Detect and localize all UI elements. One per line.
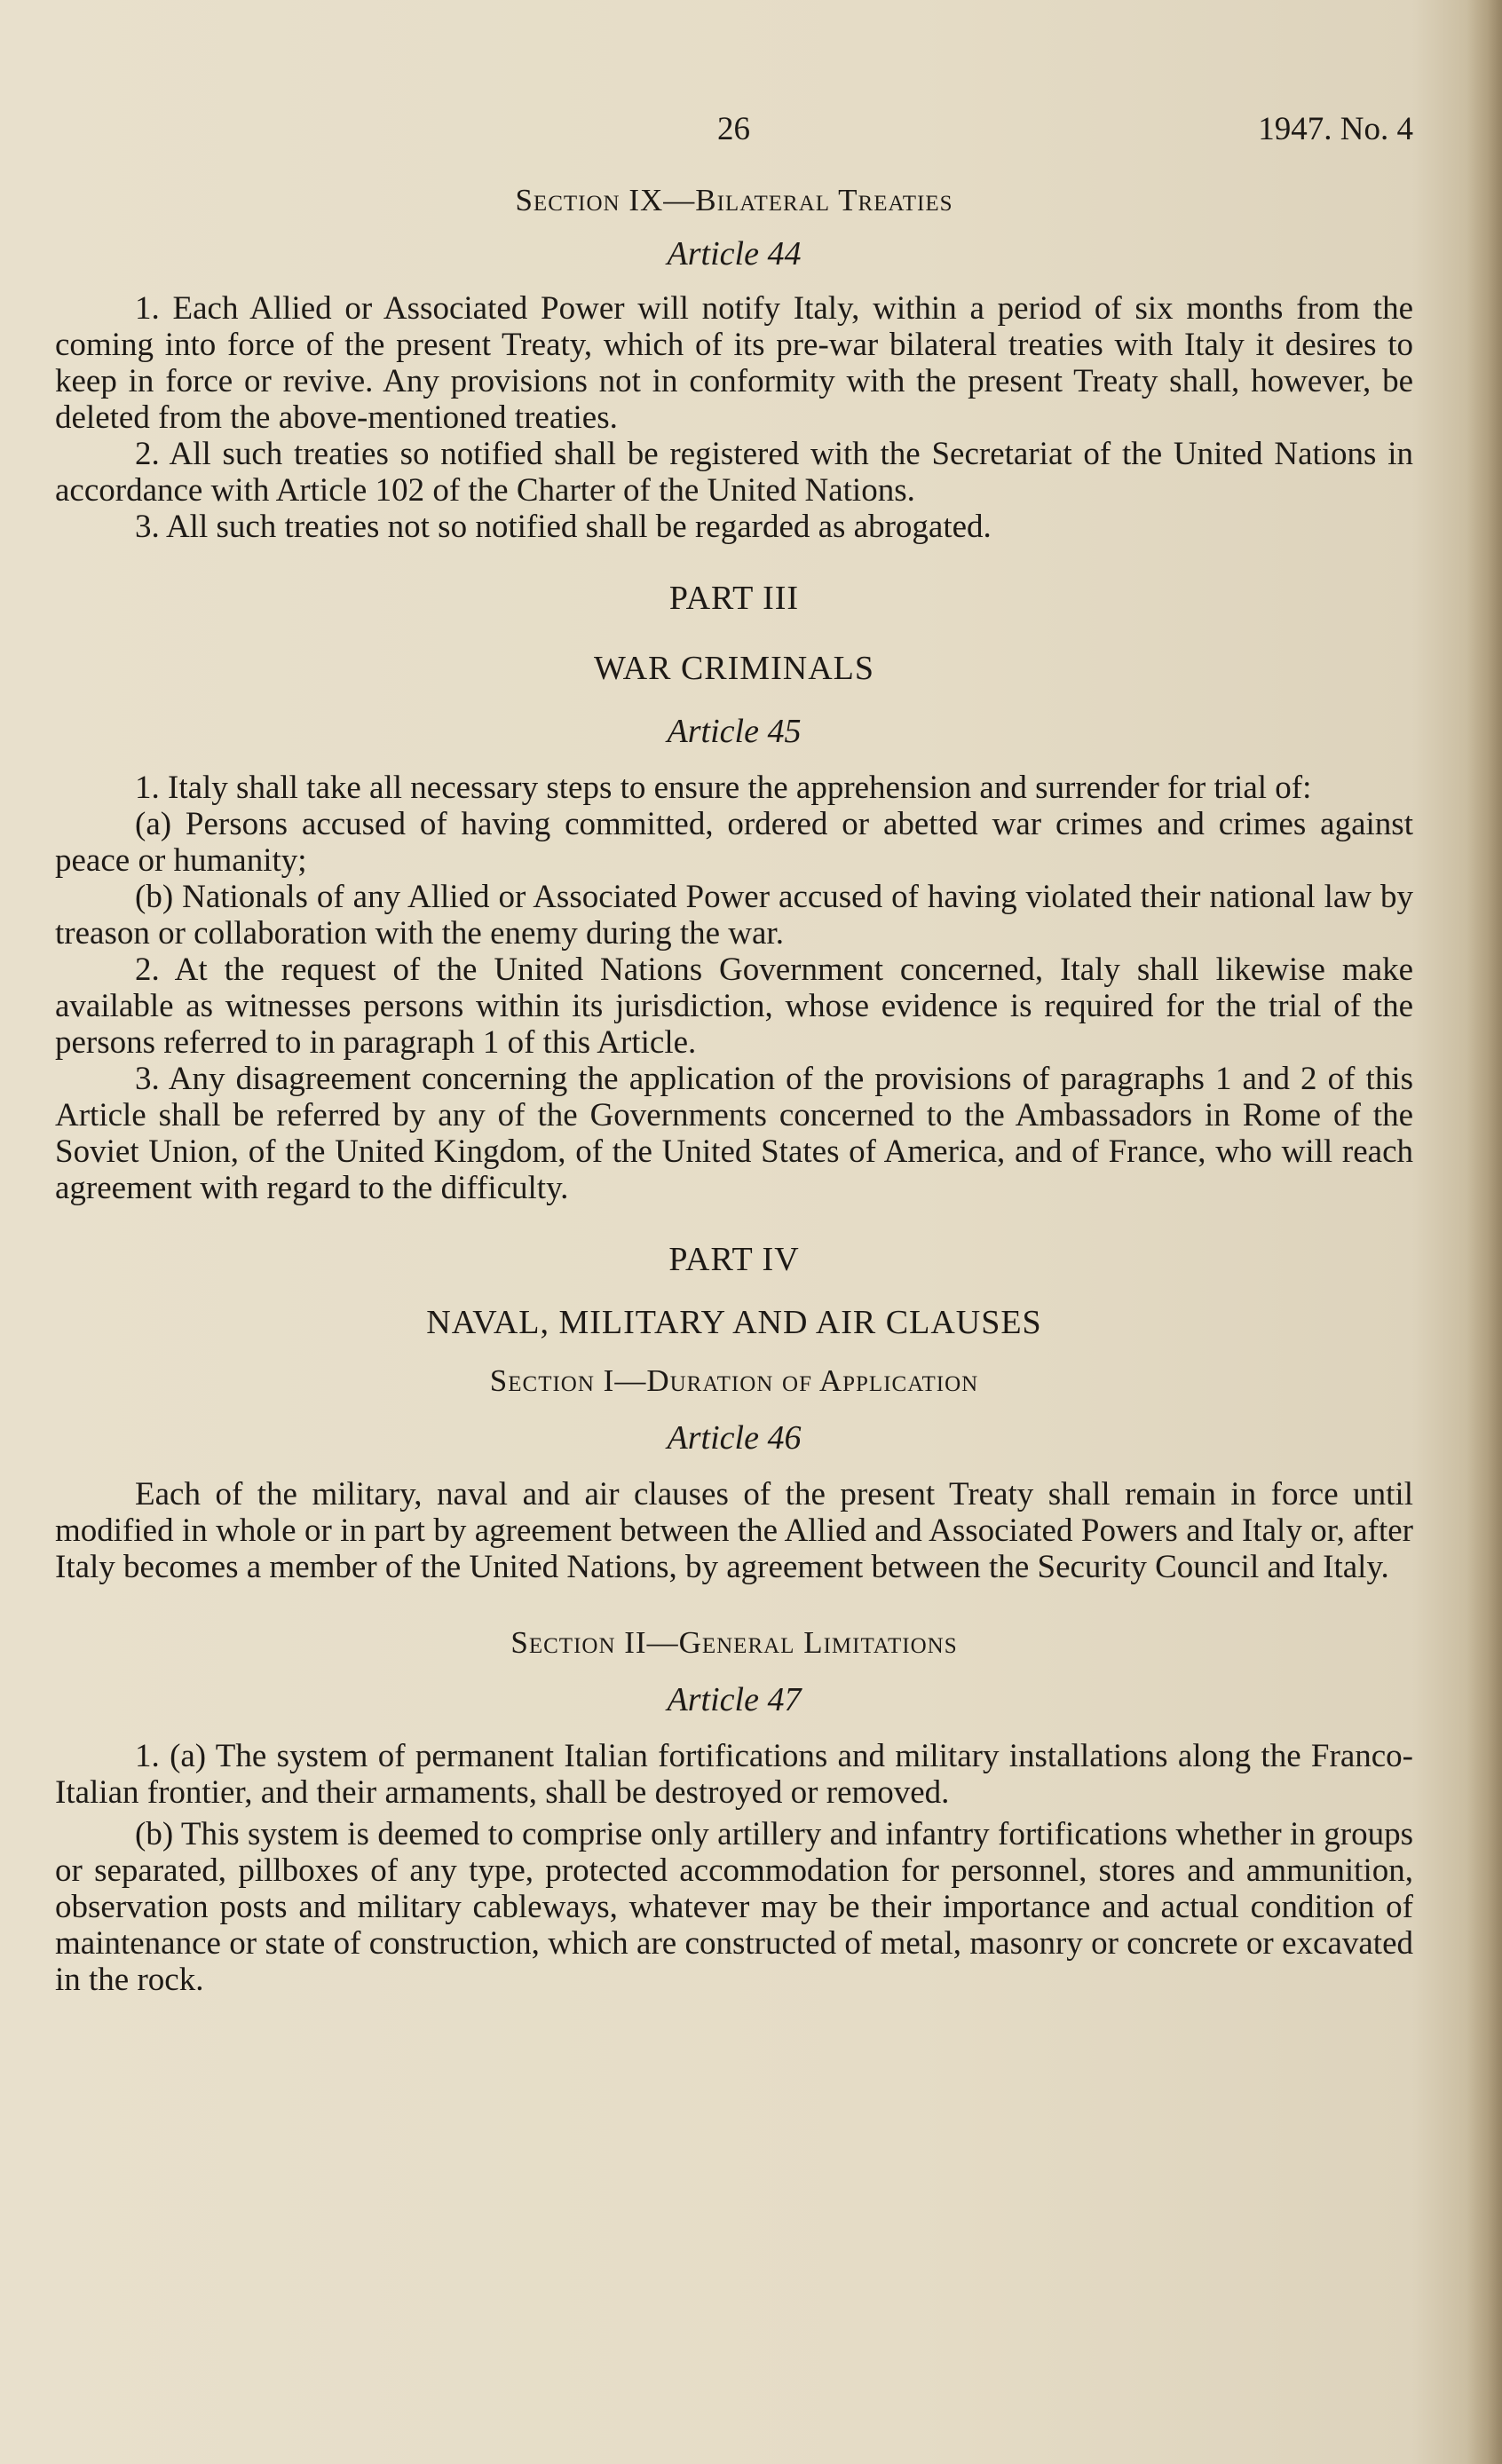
article-46-paragraph: Each of the military, naval and air clauses of the present Treaty shall remain in force until modified in whole or in part by agreement between the Allied and Associated Powers and Italy or, after Italy becomes a member of the United Nations, by agreement between the Security Council and Italy. [55, 1476, 1413, 1585]
article-44-paragraph-2: 2. All such treaties so notified shall be registered with the Secretariat of the United Nations in accordance with Article 102 of the Charter of the United Nations. [55, 436, 1413, 509]
document-reference: 1947. No. 4 [1258, 111, 1413, 147]
article-45-paragraph-1: 1. Italy shall take all necessary steps to ensure the apprehension and surrender for trial of: [135, 770, 1312, 806]
article-44-title: Article 44 [667, 235, 802, 272]
part-iv-title: PART IV [668, 1241, 800, 1278]
article-45-paragraph-3: 3. Any disagreement concerning the application of the provisions of paragraphs 1 and 2 of this Article shall be referred by any of the Governments concerned to the Ambassadors in Rome of the Soviet Union, of the United Kingdom, of the United States of America, and of France, who will reach agreement with regard to the difficulty. [55, 1061, 1413, 1206]
part-iv-subtitle: NAVAL, MILITARY AND AIR CLAUSES [426, 1304, 1042, 1341]
article-45-clause-b: (b) Nationals of any Allied or Associated Power accused of having violated their national law by treason or collaboration with the enemy during the war. [55, 879, 1413, 952]
article-45-paragraph-2: 2. At the request of the United Nations Government concerned, Italy shall likewise make available as witnesses persons within its jurisdiction, whose evidence is required for the trial of the persons referred to in paragraph 1 of this Article. [55, 952, 1413, 1061]
section-i-heading: Section I—Duration of Application [489, 1363, 979, 1398]
page-edge-shadow [1466, 0, 1502, 2464]
part-iii-subtitle: WAR CRIMINALS [594, 650, 874, 687]
article-44-paragraph-1: 1. Each Allied or Associated Power will notify Italy, within a period of six months from the coming into force of the present Treaty, which of its pre-war bilateral treaties with Italy it desires to keep in force or revive. Any provisions not in conformity with the present Treaty shall, however, be deleted from the above-mentioned treaties. [55, 290, 1413, 436]
article-45-clause-a: (a) Persons accused of having committed, ordered or abetted war crimes and crimes against peace or humanity; [55, 806, 1413, 879]
page-content [55, 182, 1413, 1998]
page-header [55, 110, 1413, 154]
part-iii-title: PART III [668, 580, 800, 617]
page-number: 26 [717, 111, 750, 147]
article-47-paragraph-1a: 1. (a) The system of permanent Italian fortifications and military installations along the Franco-Italian frontier, and their armaments, shall be destroyed or removed. [55, 1738, 1413, 1811]
article-46-title: Article 46 [667, 1419, 802, 1457]
section-ix-heading: Section IX—Bilateral Treaties [515, 183, 953, 217]
article-47-title: Article 47 [667, 1681, 802, 1718]
section-ii-heading: Section II—General Limitations [510, 1625, 958, 1660]
article-45-title: Article 45 [667, 713, 802, 750]
article-44-paragraph-3: 3. All such treaties not so notified shall be regarded as abrogated. [135, 509, 992, 545]
article-47-paragraph-1b: (b) This system is deemed to comprise only artillery and infantry fortifications whether in groups or separated, pillboxes of any type, protected accommodation for personnel, stores and ammunition, observation posts and military cableways, whatever may be their importance and actual condition of maintenance or state of construction, which are constructed of metal, masonry or concrete or excavated in the rock. [55, 1816, 1413, 1998]
